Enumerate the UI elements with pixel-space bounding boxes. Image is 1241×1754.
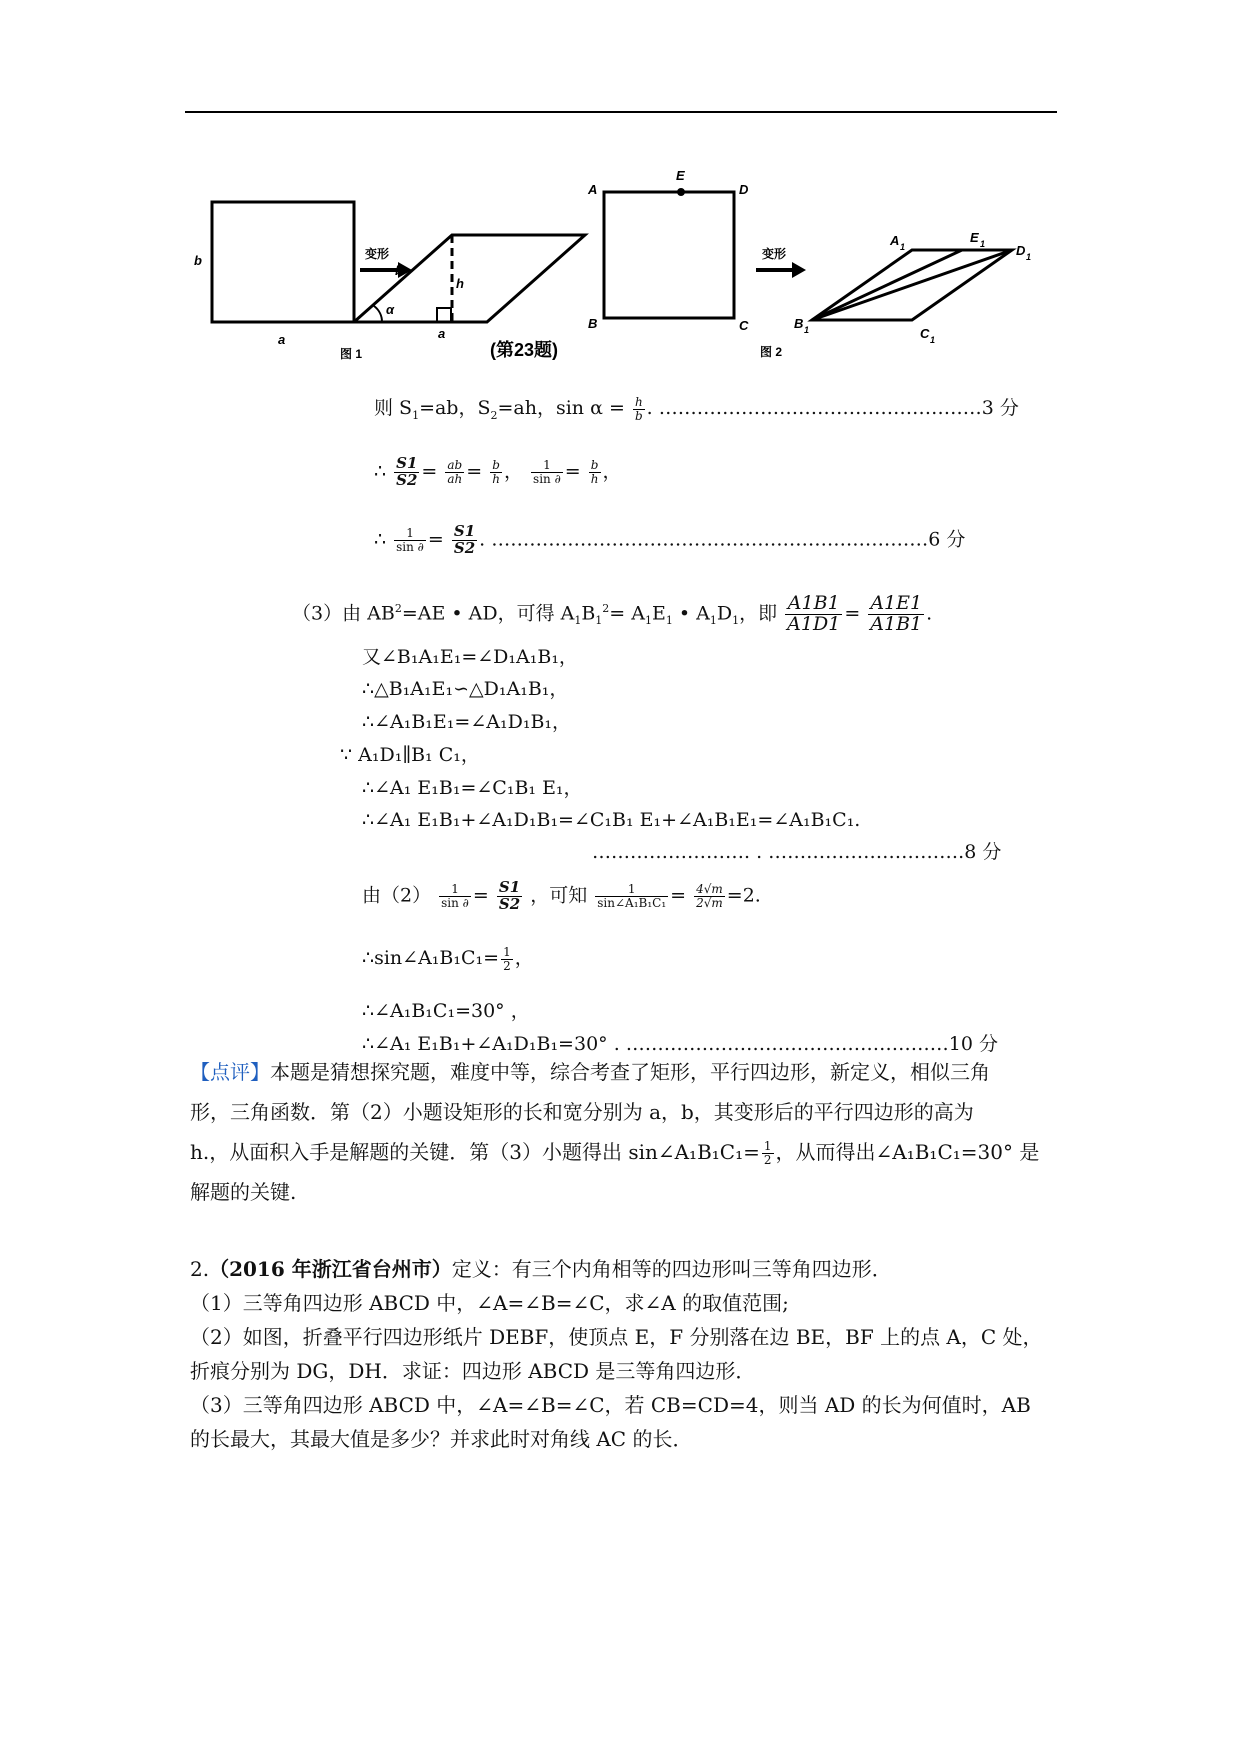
- fig2-caption: 图 2: [760, 345, 783, 359]
- label-B: B: [588, 316, 598, 331]
- step-ratio: ∴ $\frac{S1}{S2}$ = $\frac{ab}{ah}$ = $\frac{b}{h}$ ， $\frac{1}{\sin \partial}$ = $\frac{b}{h}$ ，: [374, 454, 622, 489]
- step-parallel: ∵ A₁D₁∥B₁ C₁，: [340, 744, 480, 766]
- label-b: b: [194, 253, 202, 268]
- svg-text:1: 1: [980, 239, 986, 249]
- label-B1: B: [794, 316, 804, 331]
- label-A: A: [588, 182, 598, 197]
- question-part-1: （1）三等角四边形 ABCD 中，∠A=∠B=∠C，求∠A 的取值范围;: [190, 1291, 789, 1315]
- step-similar: ∴△B₁A₁E₁∽△D₁A₁B₁，: [362, 678, 569, 700]
- step-conclusion-2: ∴ $\frac{1}{\sin \partial}$ = $\frac{S1}{S2}$ . ……………………………………………………………6 分: [374, 522, 966, 557]
- step-from-2: 由（2） $\frac{1}{\sin \partial}$ = $\frac{S1}{S2}$ ，可知 $\frac{1}{\text{sin∠A₁B₁C₁}}$ = $\frac{4√m}{2√m}$ =2.: [362, 878, 761, 913]
- question-part-2: （2）如图，折叠平行四边形纸片 DEBF，使顶点 E，F 分别落在边 BE，BF 上的点 A，C 处，: [190, 1325, 1043, 1349]
- question-part-3: （3）三等角四边形 ABCD 中，∠A=∠B=∠C，若 CB=CD=4，则当 AD 的长为何值时，AB: [190, 1393, 1031, 1417]
- step-angle-b1: ∴∠A₁B₁E₁=∠A₁D₁B₁，: [362, 711, 572, 733]
- label-a-par: a: [438, 326, 446, 341]
- score-3: ……………………………………………3 分: [658, 397, 1019, 420]
- figure-caption: (第23题): [490, 340, 559, 360]
- square-abcd: [604, 192, 734, 318]
- label-E: E: [676, 168, 685, 183]
- svg-text:1: 1: [1026, 252, 1032, 262]
- figure-23: [190, 160, 1070, 370]
- question-source: （2016 年浙江省台州市）: [209, 1257, 452, 1281]
- label-C: C: [739, 318, 749, 333]
- step-area-relation: 则 $S_1=ab$，$S_2=ah$，sin α = $\frac{h}{b}$ . ……………………………………………3 分: [374, 395, 1019, 423]
- arrow-1-label: 变形: [365, 247, 390, 261]
- arrow-2-label: 变形: [762, 247, 787, 261]
- header-rule: [185, 111, 1057, 113]
- label-E1: E: [970, 230, 979, 245]
- label-A1: A: [890, 233, 900, 248]
- question-number: 2.: [190, 1257, 210, 1281]
- step-3-start: （3）由 $AB^2=AE$ • AD，可得 $A_1B_1^2= A_1E_1$ • $A_1D_1$，即 $\frac{A1B1}{A1D1}$ = $\frac{A1E1}{A1B1}$ .: [292, 592, 933, 635]
- label-alpha: α: [386, 302, 395, 317]
- label-D: D: [739, 182, 749, 197]
- step-angle-30: ∴∠A₁B₁C₁=30° ，: [362, 1000, 530, 1022]
- score-6: ……………………………………………………………6 分: [491, 528, 966, 551]
- step-angle-equal: 又∠B₁A₁E₁=∠D₁A₁B₁，: [362, 646, 578, 668]
- label-a: a: [278, 332, 286, 347]
- score-8: ……………………. . ………………………….8 分: [592, 841, 1002, 863]
- step-sin-value: ∴sin∠A₁B₁C₁= $\frac{1}{2}$ ，: [362, 945, 534, 973]
- review-paragraph: 【点评】本题是猜想探究题，难度中等，综合考查了矩形，平行四边形，新定义，相似三角 形，三角函数．第（2）小题设矩形的长和宽分别为 a，b，其变形后的平行四边形的高为 h.，从面积入手是解题的关键．第（3）小题得出 sin∠A₁B₁C₁= $\frac{1}{2}$ ，从而得出∠A₁B₁C₁=30° 是 解题的关键.: [190, 1060, 1040, 1204]
- label-C1: C: [920, 326, 930, 341]
- step-final-10: ∴∠A₁ E₁B₁+∠A₁D₁B₁=30° . ……………………………………………10 分: [362, 1033, 998, 1055]
- question-2: 2.（2016 年浙江省台州市）定义：有三个内角相等的四边形叫三等角四边形． （1）三等角四边形 ABCD 中，∠A=∠B=∠C，求∠A 的取值范围; （2）如图，折叠平行四边形纸片 DEBF，使顶点 E，F 分别落在边 BE，BF 上的点 A，C 处， 折痕分别为 DG，DH．求证：四边形 ABCD 是三等角四边形． （3）三等角四边形 ABCD 中，∠A=∠B=∠C，若 CB=CD=4，则当 AD 的长为何值时，AB 的长最大，其最大值是多少？并求此时对角线 AC 的长．: [190, 1252, 1060, 1456]
- fig1-caption: 图 1: [340, 347, 363, 361]
- step-alternate-angle: ∴∠A₁ E₁B₁=∠C₁B₁ E₁，: [362, 777, 583, 799]
- svg-text:1: 1: [804, 325, 810, 335]
- label-D1: D: [1016, 243, 1026, 258]
- label-h: h: [456, 276, 464, 291]
- rectangle-shape: [212, 202, 354, 322]
- review-tag: 【点评】: [190, 1060, 270, 1084]
- svg-text:1: 1: [900, 242, 906, 252]
- svg-text:1: 1: [930, 335, 936, 345]
- step-sum-angle: ∴∠A₁ E₁B₁+∠A₁D₁B₁=∠C₁B₁ E₁+∠A₁B₁E₁=∠A₁B₁C₁.: [362, 809, 861, 831]
- label-b-par: b: [395, 263, 403, 278]
